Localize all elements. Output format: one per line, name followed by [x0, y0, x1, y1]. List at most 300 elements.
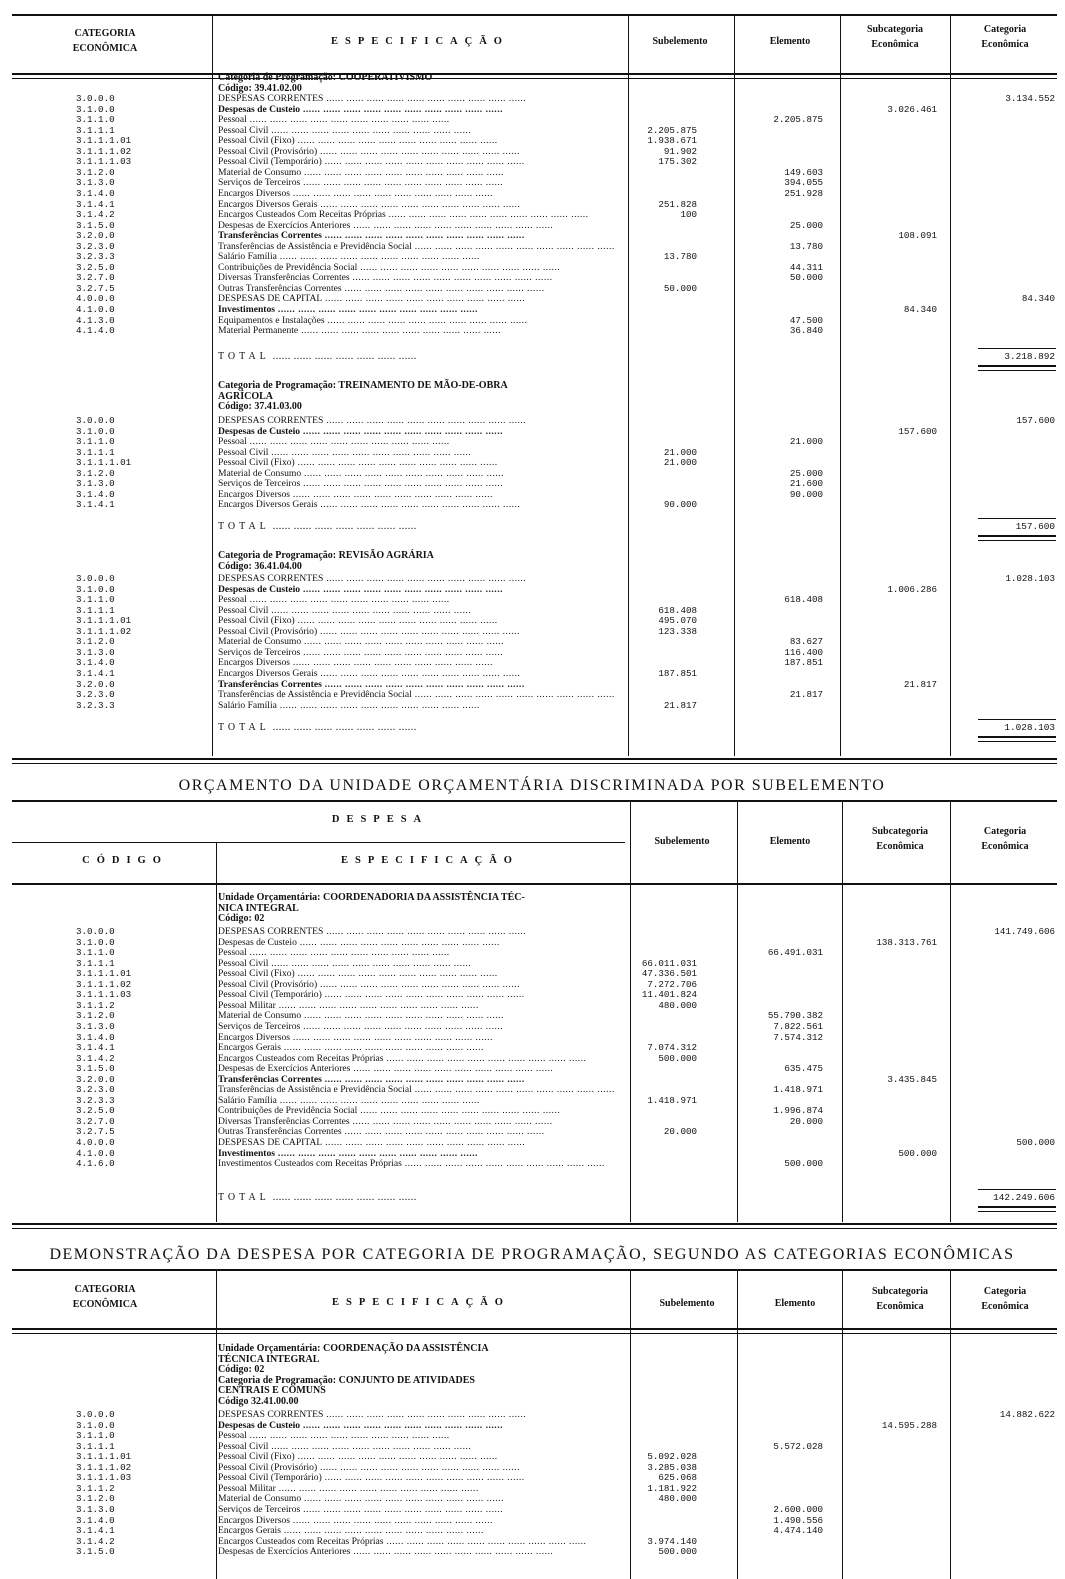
row-specification: Despesas de Custeio .....: [218, 105, 623, 116]
row-code: 3.1.2.0: [76, 467, 115, 479]
row-code: 4.0.0.0: [76, 1137, 115, 1148]
row-specification: Pessoal Civil .....: [218, 448, 623, 459]
row-specification: Encargos Diversos .....: [218, 1516, 623, 1527]
rule: [12, 883, 1057, 885]
table-row: [0, 1547, 1065, 1558]
subelemento-value: 1.938.671: [647, 135, 697, 147]
row-code: 3.0.0.0: [76, 93, 115, 104]
header-text: ECONÔMICA: [72, 1299, 138, 1310]
section-heading: Código: 39.41.02.00: [218, 82, 302, 94]
table-row: [0, 616, 1065, 627]
elemento-value: 90.000: [789, 488, 823, 500]
row-specification: Serviços de Terceiros .....: [218, 1022, 623, 1033]
row-code: 3.1.1.0: [76, 436, 115, 448]
row-specification: Encargos Diversos .....: [218, 189, 623, 200]
section-heading: NICA INTEGRAL: [218, 902, 299, 914]
row-specification: Encargos Diversos Gerais .....: [218, 669, 623, 680]
header-categoria-economica: [40, 1282, 170, 1312]
table-row: [0, 157, 1065, 168]
row-code: 3.1.4.2: [76, 209, 115, 221]
rule: [12, 758, 1057, 760]
row-code: 3.0.0.0: [76, 573, 115, 584]
row-code: 3.1.0.0: [76, 425, 115, 437]
row-specification: Material de Consumo .....: [218, 168, 623, 179]
categoria-value: 14.882.622: [999, 1409, 1055, 1420]
table-row: [0, 680, 1065, 691]
rule: [12, 763, 1057, 764]
table-row: [0, 927, 1065, 938]
table-row: [0, 448, 1065, 459]
subcategoria-value: 500.000: [898, 1147, 937, 1159]
table-row: [0, 990, 1065, 1001]
table-row: [0, 1505, 1065, 1516]
categoria-value: 141.749.606: [994, 926, 1055, 937]
header-subelemento: Subelemento: [654, 836, 710, 847]
total-label: TOTAL .....: [218, 351, 417, 362]
row-code: 3.1.1.1.01: [76, 1451, 132, 1463]
elemento-value: 5.572.028: [773, 1440, 823, 1452]
header-text: Subcategoria: [871, 826, 929, 837]
title-demonstracao-despesa: DEMONSTRAÇÃO DA DESPESA POR CATEGORIA DE PROGRAMAÇÃO, SEGUNDO AS CATEGORIAS ECONÔMICAS: [49, 1246, 1015, 1263]
total-rule: [978, 365, 1056, 367]
subelemento-value: 175.302: [658, 156, 697, 168]
row-specification: Pessoal Civil (Provisório) .....: [218, 627, 623, 638]
elemento-value: 55.790.382: [767, 1010, 823, 1022]
subelemento-value: 500.000: [658, 1546, 697, 1558]
row-code: 3.1.1.0: [76, 114, 115, 126]
table-row: [0, 1159, 1065, 1170]
row-code: 3.2.3.0: [76, 240, 115, 252]
subelemento-value: 500.000: [658, 1052, 697, 1064]
row-code: 3.1.1.1.01: [76, 135, 132, 147]
section-heading: CENTRAIS E COMUNS: [218, 1385, 326, 1396]
total-row: [0, 351, 1065, 365]
total-label: TOTAL .....: [218, 722, 417, 733]
row-code: 3.1.5.0: [76, 219, 115, 231]
row-code: 3.1.1.1: [76, 1440, 115, 1452]
total-rule: [978, 741, 1056, 742]
row-code: 3.1.1.1.02: [76, 978, 132, 990]
section-heading: Código 32.41.00.00: [218, 1395, 299, 1407]
row-specification: Pessoal Civil (Provisório) .....: [218, 1463, 623, 1474]
table-row: [0, 1022, 1065, 1033]
table-row: [0, 316, 1065, 327]
row-code: 3.1.1.1.01: [76, 968, 132, 980]
row-code: 3.2.0.0: [76, 230, 115, 242]
row-code: 4.1.3.0: [76, 314, 115, 326]
total-rule: [978, 370, 1056, 371]
section-heading: TÉCNICA INTEGRAL: [218, 1353, 320, 1365]
row-specification: Despesas de Exercícios Anteriores .....: [218, 1064, 623, 1075]
table-row: [0, 1431, 1065, 1442]
header-subelemento: Subelemento: [659, 1298, 715, 1309]
rule: [12, 78, 1057, 79]
row-specification: Pessoal Civil (Temporário) .....: [218, 157, 623, 168]
subcategoria-value: 1.006.286: [887, 583, 937, 595]
row-specification: Pessoal .....: [218, 595, 623, 606]
elemento-value: 2.205.875: [773, 114, 823, 126]
subcategoria-value: 3.026.461: [887, 103, 937, 115]
subcategoria-value: 3.435.845: [887, 1073, 937, 1085]
section-heading: AGRÍCOLA: [218, 390, 274, 402]
row-code: 3.1.1.1: [76, 446, 115, 458]
categoria-value: 157.600: [1016, 415, 1055, 426]
row-code: 3.0.0.0: [76, 415, 115, 426]
row-specification: Transferências de Assistência e Previdência Social .....: [218, 1085, 623, 1096]
table-row: [0, 273, 1065, 284]
elemento-value: 2.600.000: [773, 1503, 823, 1515]
row-code: 4.1.6.0: [76, 1158, 115, 1170]
row-code: 3.1.1.1: [76, 604, 115, 616]
row-specification: Serviços de Terceiros .....: [218, 648, 623, 659]
subelemento-value: 1.418.971: [647, 1094, 697, 1106]
total-rule: [978, 1211, 1056, 1212]
categoria-value: 500.000: [1016, 1137, 1055, 1148]
table-row: [0, 658, 1065, 669]
table-row: [0, 1138, 1065, 1149]
table-row: [0, 469, 1065, 480]
table-row: [0, 606, 1065, 617]
table-row: [0, 263, 1065, 274]
total-value: 157.600: [1015, 521, 1055, 532]
table-row: [0, 1011, 1065, 1022]
row-specification: Salário Família .....: [218, 1096, 623, 1107]
row-specification: Pessoal .....: [218, 948, 623, 959]
section-heading: Código: 37.41.03.00: [218, 401, 302, 412]
row-specification: Pessoal Civil .....: [218, 959, 623, 970]
header-categoria: [955, 22, 1055, 52]
rule: [12, 1328, 1057, 1330]
row-code: 3.1.3.0: [76, 1020, 115, 1032]
row-code: 3.1.4.0: [76, 187, 115, 199]
subelemento-value: 1.181.922: [647, 1482, 697, 1494]
elemento-value: 394.055: [784, 177, 823, 189]
table-row: [0, 1473, 1065, 1484]
table-row: [0, 969, 1065, 980]
table-row: [0, 1075, 1065, 1086]
table-row: [0, 178, 1065, 189]
table-row: [0, 669, 1065, 680]
subelemento-value: 20.000: [663, 1126, 697, 1138]
row-code: 3.1.1.1.03: [76, 989, 132, 1001]
row-specification: Despesas de Custeio .....: [218, 427, 623, 438]
row-specification: Transferências Correntes .....: [218, 231, 623, 242]
header-text: Categoria: [983, 24, 1027, 35]
header-categoria: [955, 824, 1055, 854]
row-code: 3.0.0.0: [76, 1409, 115, 1420]
total-row: [0, 1192, 1065, 1206]
row-specification: Encargos Gerais .....: [218, 1526, 623, 1537]
header-elemento: Elemento: [769, 836, 811, 847]
total-rule: [978, 719, 1056, 720]
row-specification: Pessoal Civil (Fixo) .....: [218, 969, 623, 980]
table-row: [0, 1096, 1065, 1107]
row-specification: DESPESAS CORRENTES .....: [218, 94, 623, 105]
table-row: [0, 1421, 1065, 1432]
header-text: Categoria: [983, 826, 1027, 837]
section-heading: Categoria de Programação: TREINAMENTO DE MÃO-DE-OBRA: [218, 380, 508, 391]
row-code: 3.1.4.2: [76, 1535, 115, 1547]
total-label: TOTAL .....: [218, 521, 417, 532]
table-row: [0, 980, 1065, 991]
row-specification: Equipamentos e Instalações .....: [218, 316, 623, 327]
row-specification: Pessoal Civil (Fixo) .....: [218, 458, 623, 469]
table-row: [0, 284, 1065, 295]
row-specification: Serviços de Terceiros .....: [218, 178, 623, 189]
row-code: 3.1.1.1.03: [76, 1472, 132, 1484]
table-row: [0, 637, 1065, 648]
header-text: Econômica: [981, 39, 1029, 50]
section-heading: Código: 02: [218, 1364, 265, 1375]
row-code: 3.1.0.0: [76, 103, 115, 115]
rule: [12, 800, 1057, 802]
row-specification: Outras Transferências Correntes .....: [218, 1127, 623, 1138]
row-code: 3.1.4.0: [76, 1514, 115, 1526]
row-specification: Encargos Gerais .....: [218, 1043, 623, 1054]
row-code: 3.2.3.3: [76, 699, 115, 711]
row-code: 4.1.0.0: [76, 304, 115, 315]
table-row: [0, 1442, 1065, 1453]
table-row: [0, 648, 1065, 659]
row-specification: DESPESAS CORRENTES .....: [218, 1410, 623, 1421]
section-heading: Código: 02: [218, 913, 265, 924]
table-row: [0, 1033, 1065, 1044]
row-specification: Encargos Custeados com Receitas Próprias .....: [218, 1054, 623, 1065]
subelemento-value: 90.000: [663, 499, 697, 511]
row-code: 3.1.1.1.01: [76, 457, 132, 469]
subcategoria-value: 14.595.288: [881, 1419, 937, 1431]
table-row: [0, 326, 1065, 337]
elemento-value: 618.408: [784, 594, 823, 606]
row-code: 3.1.1.1: [76, 957, 115, 969]
header-text: Categoria: [983, 1286, 1027, 1297]
row-specification: DESPESAS CORRENTES .....: [218, 416, 623, 427]
row-specification: Encargos Custeados com Receitas Próprias .....: [218, 1537, 623, 1548]
row-specification: Pessoal Civil (Provisório) .....: [218, 147, 623, 158]
header-categoria: [955, 1284, 1055, 1314]
categoria-value: 84.340: [1021, 293, 1055, 305]
total-rule: [978, 736, 1056, 738]
subcategoria-value: 157.600: [898, 425, 937, 437]
row-code: 3.2.7.5: [76, 282, 115, 294]
subelemento-value: 495.070: [658, 615, 697, 627]
row-code: 3.1.1.0: [76, 594, 115, 606]
row-code: 3.1.2.0: [76, 1010, 115, 1022]
row-code: 3.1.1.0: [76, 1430, 115, 1442]
rule: [12, 1333, 1057, 1334]
elemento-value: 36.840: [789, 325, 823, 337]
row-specification: Material Permanente .....: [218, 326, 623, 337]
elemento-value: 635.475: [784, 1063, 823, 1075]
table-row: [0, 479, 1065, 490]
subelemento-value: 66.011.031: [641, 957, 697, 969]
header-elemento: Elemento: [769, 36, 811, 47]
subelemento-value: 50.000: [663, 282, 697, 294]
subelemento-value: 3.974.140: [647, 1535, 697, 1547]
table-row: [0, 500, 1065, 511]
subelemento-value: 5.092.028: [647, 1451, 697, 1463]
header-elemento: Elemento: [774, 1298, 816, 1309]
row-code: 3.1.3.0: [76, 1503, 115, 1515]
total-row: [0, 521, 1065, 535]
elemento-value: 21.000: [789, 436, 823, 448]
row-code: 3.1.3.0: [76, 177, 115, 189]
elemento-value: 44.311: [789, 261, 823, 273]
row-specification: Transferências Correntes .....: [218, 680, 623, 691]
elemento-value: 7.574.312: [773, 1031, 823, 1043]
total-rule: [978, 1206, 1056, 1208]
row-code: 4.0.0.0: [76, 293, 115, 305]
rule: [12, 73, 1057, 75]
table-row: [0, 1452, 1065, 1463]
header-text: Subcategoria: [866, 24, 924, 35]
subelemento-value: 7.272.706: [647, 978, 697, 990]
total-rule: [978, 535, 1056, 537]
row-specification: Pessoal Civil (Temporário) .....: [218, 990, 623, 1001]
row-code: 3.2.7.0: [76, 1115, 115, 1127]
categoria-value: 1.028.103: [1005, 573, 1055, 584]
row-specification: Encargos Diversos Gerais .....: [218, 200, 623, 211]
table-row: [0, 1484, 1065, 1495]
total-label: TOTAL .....: [218, 1192, 417, 1203]
elemento-value: 47.500: [789, 314, 823, 326]
row-code: 3.0.0.0: [76, 926, 115, 937]
row-code: 3.1.2.0: [76, 166, 115, 178]
table-row: [0, 1117, 1065, 1128]
header-text: ECONÔMICA: [72, 43, 138, 54]
table-row: [0, 242, 1065, 253]
elemento-value: 1.418.971: [773, 1084, 823, 1096]
row-specification: Investimentos .....: [218, 305, 623, 316]
subelemento-value: 11.401.824: [641, 989, 697, 1001]
row-specification: Diversas Transferências Correntes .....: [218, 1117, 623, 1128]
header-subelemento: Subelemento: [652, 36, 708, 47]
row-code: 3.1.4.2: [76, 1052, 115, 1064]
row-code: 3.2.3.0: [76, 1084, 115, 1096]
table-row: [0, 1106, 1065, 1117]
row-code: 3.1.1.1.02: [76, 1461, 132, 1473]
header-text: CATEGORIA: [74, 1284, 136, 1295]
header-especificacao: ESPECIFICAÇÃO: [341, 855, 519, 866]
total-rule: [978, 1189, 1056, 1190]
table-row: [0, 458, 1065, 469]
rule: [12, 1228, 1057, 1229]
row-specification: Pessoal Civil (Fixo) .....: [218, 1452, 623, 1463]
row-specification: Material de Consumo .....: [218, 469, 623, 480]
total-value: 3.218.892: [1004, 351, 1055, 362]
row-specification: Pessoal Militar .....: [218, 1484, 623, 1495]
row-code: 3.2.0.0: [76, 678, 115, 690]
section-heading: Unidade Orçamentária: COORDENADORIA DA ASSISTÊNCIA TÉC-: [218, 892, 525, 903]
elemento-value: 1.490.556: [773, 1514, 823, 1526]
row-code: 3.1.2.0: [76, 1493, 115, 1505]
row-specification: Despesas de Custeio .....: [218, 585, 623, 596]
categoria-value: 3.134.552: [1005, 93, 1055, 104]
row-code: 3.1.1.2: [76, 999, 115, 1011]
header-categoria-economica: [40, 26, 170, 56]
row-specification: Encargos Diversos .....: [218, 490, 623, 501]
rule: [12, 1223, 1057, 1225]
row-code: 3.2.3.3: [76, 1094, 115, 1106]
table-row: [0, 1410, 1065, 1421]
row-specification: Despesas de Exercícios Anteriores .....: [218, 221, 623, 232]
header-subcategoria: [845, 824, 955, 854]
subelemento-value: 47.336.501: [641, 968, 697, 980]
table-row: [0, 585, 1065, 596]
row-code: 3.2.7.0: [76, 272, 115, 284]
row-code: 3.1.1.1.02: [76, 145, 132, 157]
subcategoria-value: 84.340: [903, 304, 937, 315]
row-specification: Salário Família .....: [218, 252, 623, 263]
table-row: [0, 94, 1065, 105]
row-specification: Despesas de Custeio .....: [218, 938, 623, 949]
header-text: Econômica: [981, 1301, 1029, 1312]
elemento-value: 7.822.561: [773, 1020, 823, 1032]
table-row: [0, 231, 1065, 242]
table-row: [0, 627, 1065, 638]
row-specification: Pessoal .....: [218, 115, 623, 126]
table-row: [0, 305, 1065, 316]
table-row: [0, 959, 1065, 970]
row-specification: Transferências de Assistência e Previdência Social .....: [218, 242, 623, 253]
row-code: 3.1.1.1.01: [76, 615, 132, 627]
table-row: [0, 427, 1065, 438]
row-code: 3.2.0.0: [76, 1073, 115, 1085]
elemento-value: 21.600: [789, 478, 823, 490]
elemento-value: 21.817: [789, 689, 823, 701]
section-heading: Código: 36.41.04.00: [218, 560, 302, 572]
row-code: 3.2.3.3: [76, 251, 115, 263]
subelemento-value: 7.074.312: [647, 1042, 697, 1054]
rule: [12, 14, 1057, 16]
row-specification: Encargos Custeados Com Receitas Próprias .....: [218, 210, 623, 221]
total-rule: [978, 518, 1056, 519]
row-specification: Pessoal Civil (Fixo) .....: [218, 136, 623, 147]
row-code: 4.1.4.0: [76, 325, 115, 337]
elemento-value: 66.491.031: [767, 947, 823, 959]
row-specification: Despesas de Exercícios Anteriores .....: [218, 1547, 623, 1558]
row-specification: Pessoal Civil .....: [218, 1442, 623, 1453]
row-code: 3.2.3.0: [76, 689, 115, 701]
table-row: [0, 1537, 1065, 1548]
table-row: [0, 252, 1065, 263]
row-specification: Encargos Diversos .....: [218, 658, 623, 669]
section-heading: Categoria de Programação: CONJUNTO DE ATIVIDADES: [218, 1374, 475, 1386]
header-despesa: DESPESA: [331, 814, 429, 825]
table-row: [0, 136, 1065, 147]
row-specification: Serviços de Terceiros .....: [218, 1505, 623, 1516]
table-row: [0, 1526, 1065, 1537]
total-value: 1.028.103: [1004, 722, 1055, 733]
subelemento-value: 3.285.038: [647, 1461, 697, 1473]
row-specification: Material de Consumo .....: [218, 637, 623, 648]
row-code: 3.2.5.0: [76, 1105, 115, 1117]
subelemento-value: 123.338: [658, 625, 697, 637]
table-row: [0, 690, 1065, 701]
elemento-value: 50.000: [789, 272, 823, 284]
row-specification: Diversas Transferências Correntes .....: [218, 273, 623, 284]
subelemento-value: 21.000: [663, 457, 697, 469]
elemento-value: 25.000: [789, 219, 823, 231]
row-code: 3.1.0.0: [76, 936, 115, 948]
subcategoria-value: 138.313.761: [876, 936, 937, 948]
elemento-value: 149.603: [784, 166, 823, 178]
table-row: [0, 1085, 1065, 1096]
header-especificacao: ESPECIFICAÇÃO: [331, 36, 509, 47]
subelemento-value: 251.828: [658, 198, 697, 210]
elemento-value: 500.000: [784, 1158, 823, 1170]
total-value: 142.249.606: [993, 1192, 1055, 1203]
